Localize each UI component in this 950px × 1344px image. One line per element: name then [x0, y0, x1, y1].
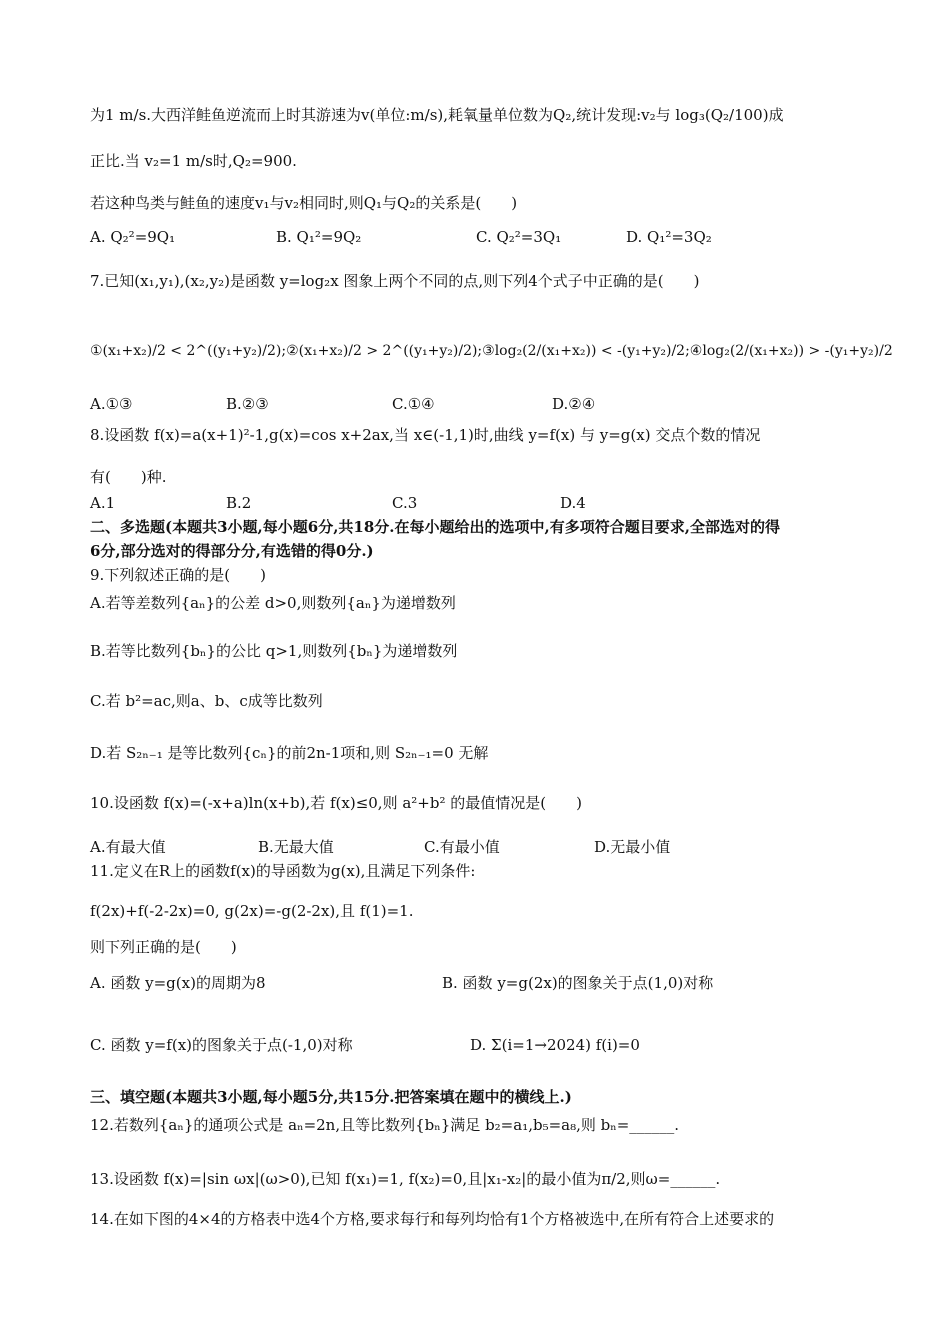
q11-prompt: 则下列正确的是( ) — [90, 938, 237, 956]
q7-option-d: D.②④ — [552, 395, 596, 413]
q9-option-c: C.若 b²=ac,则a、b、c成等比数列 — [90, 692, 323, 710]
q12-stem: 12.若数列{aₙ}的通项公式是 aₙ=2n,且等比数列{bₙ}满足 b₂=a₁,b₅=a₈,则 bₙ=______. — [90, 1116, 680, 1134]
section-3-heading: 三、填空题(本题共3小题,每小题5分,共15分.把答案填在题中的横线上.) — [90, 1088, 572, 1106]
q8-option-b: B.2 — [226, 494, 252, 512]
q10-option-a: A.有最大值 — [90, 838, 166, 856]
q9-option-b: B.若等比数列{bₙ}的公比 q>1,则数列{bₙ}为递增数列 — [90, 642, 458, 660]
q7-option-a: A.①③ — [90, 395, 133, 413]
q9-stem: 9.下列叙述正确的是( ) — [90, 566, 267, 584]
q7-option-c: C.①④ — [392, 395, 435, 413]
q10-option-c: C.有最小值 — [424, 838, 500, 856]
q6-option-a: A. Q₂²=9Q₁ — [90, 228, 176, 246]
q8-option-c: C.3 — [392, 494, 418, 512]
q10-stem: 10.设函数 f(x)=(-x+a)ln(x+b),若 f(x)≤0,则 a²+b² 的最值情况是( ) — [90, 794, 582, 812]
q9-option-d: D.若 S₂ₙ₋₁ 是等比数列{cₙ}的前2n-1项和,则 S₂ₙ₋₁=0 无解 — [90, 744, 489, 762]
q14-stem: 14.在如下图的4×4的方格表中选4个方格,要求每行和每列均恰有1个方格被选中,在所有符合上述要求的 — [90, 1210, 775, 1228]
q8-option-d: D.4 — [560, 494, 586, 512]
q10-option-b: B.无最大值 — [258, 838, 334, 856]
q6-line-3: 若这种鸟类与鲑鱼的速度v₁与v₂相同时,则Q₁与Q₂的关系是( ) — [90, 194, 518, 212]
q7-stem: 7.已知(x₁,y₁),(x₂,y₂)是函数 y=log₂x 图象上两个不同的点,则下列4个式子中正确的是( ) — [90, 272, 700, 290]
section-2-heading: 二、多选题(本题共3小题,每小题6分,共18分.在每小题给出的选项中,有多项符合题目要求,全部选对的得 — [90, 518, 780, 536]
q11-option-c: C. 函数 y=f(x)的图象关于点(-1,0)对称 — [90, 1036, 353, 1054]
q13-stem: 13.设函数 f(x)=|sin ωx|(ω>0),已知 f(x₁)=1, f(x₂)=0,且|x₁-x₂|的最小值为π/2,则ω=______. — [90, 1170, 721, 1188]
q11-option-d: D. Σ(i=1→2024) f(i)=0 — [470, 1036, 640, 1054]
q8-option-a: A.1 — [90, 494, 116, 512]
q7-statements: ①(x₁+x₂)/2 < 2^((y₁+y₂)/2);②(x₁+x₂)/2 > 2^((y₁+y₂)/2);③log₂(2/(x₁+x₂)) < -(y₁+y₂)/2;④log₂(2/(x₁+x₂)) > -(y₁+y₂)/2 — [90, 343, 893, 359]
q6-line-2: 正比.当 v₂=1 m/s时,Q₂=900. — [90, 152, 297, 170]
q11-option-b: B. 函数 y=g(2x)的图象关于点(1,0)对称 — [442, 974, 714, 992]
q6-option-b: B. Q₁²=9Q₂ — [276, 228, 362, 246]
q9-option-a: A.若等差数列{aₙ}的公差 d>0,则数列{aₙ}为递增数列 — [90, 594, 456, 612]
q6-line-1: 为1 m/s.大西洋鲑鱼逆流而上时其游速为v(单位:m/s),耗氧量单位数为Q₂,统计发现:v₂与 log₃(Q₂/100)成 — [90, 106, 784, 124]
q8-stem: 8.设函数 f(x)=a(x+1)²-1,g(x)=cos x+2ax,当 x∈(-1,1)时,曲线 y=f(x) 与 y=g(x) 交点个数的情况 — [90, 426, 761, 444]
q10-option-d: D.无最小值 — [594, 838, 671, 856]
section-2-heading-cont: 6分,部分选对的得部分分,有选错的得0分.) — [90, 542, 374, 560]
q8-stem-cont: 有( )种. — [90, 468, 167, 486]
q11-option-a: A. 函数 y=g(x)的周期为8 — [90, 974, 266, 992]
q11-stem: 11.定义在R上的函数f(x)的导函数为g(x),且满足下列条件: — [90, 862, 476, 880]
q11-conditions: f(2x)+f(-2-2x)=0, g(2x)=-g(2-2x),且 f(1)=1. — [90, 902, 414, 920]
q7-option-b: B.②③ — [226, 395, 269, 413]
q6-option-c: C. Q₂²=3Q₁ — [476, 228, 562, 246]
q6-option-d: D. Q₁²=3Q₂ — [626, 228, 712, 246]
